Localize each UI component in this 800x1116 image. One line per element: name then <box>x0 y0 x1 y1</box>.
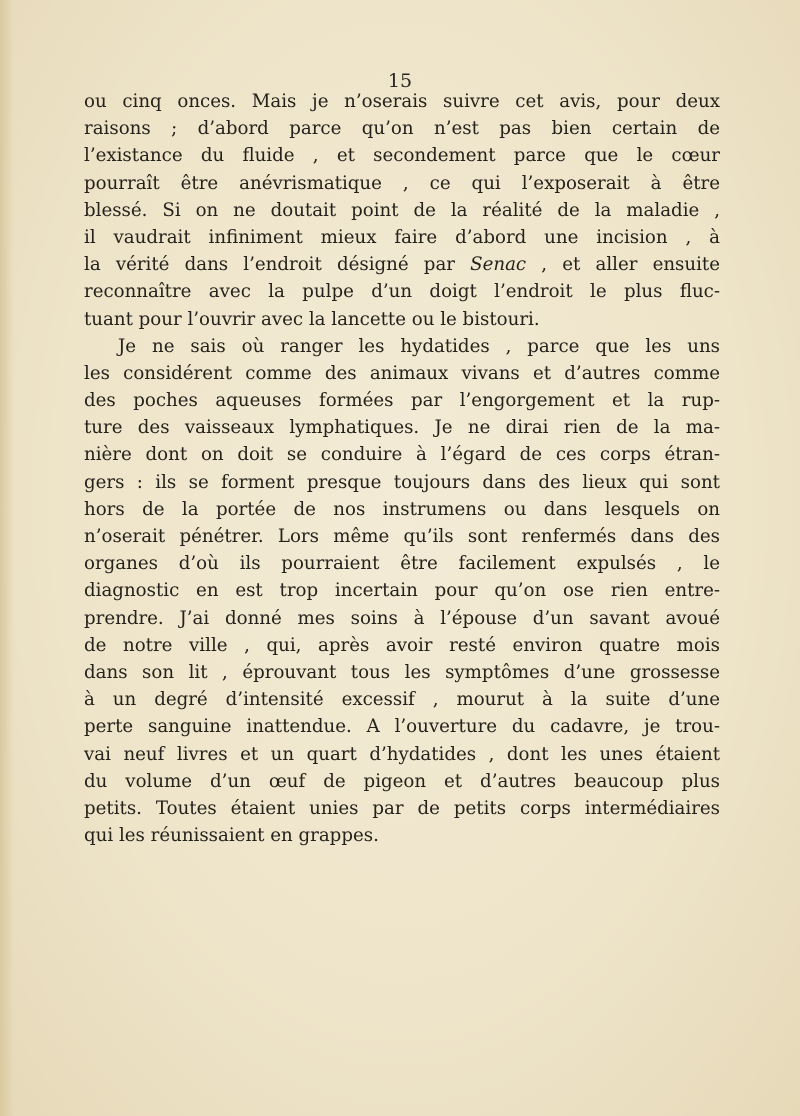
text-line: prendre. J’ai donné mes soins à l’épouse d’un savant avoué <box>84 607 720 629</box>
text-line: diagnostic en est trop incertain pour qu’on ose rien entre- <box>84 580 720 602</box>
text-line: n’oserait pénétrer. Lors même qu’ils sont renfermés dans des <box>84 526 720 547</box>
text-line: Je ne sais où ranger les hydatides , parce que les uns <box>118 335 720 357</box>
paragraph-1 <box>84 88 720 333</box>
text-line: raisons ; d’abord parce qu’on n’est pas bien certain de <box>84 118 720 140</box>
text-line: gers : ils se forment presque toujours dans des lieux qui sont <box>84 471 720 493</box>
text-line: vai neuf livres et un quart d’hydatides , dont les unes étaient <box>84 743 720 765</box>
text-line: ture des vaisseaux lymphatiques. Je ne dirai rien de la ma- <box>84 417 720 439</box>
text-line: organes d’où ils pourraient être facilement expulsés , le <box>84 553 720 575</box>
text-line: reconnaître avec la pulpe d’un doigt l’endroit le plus fluc- <box>84 281 720 303</box>
page-number: 15 <box>387 70 413 92</box>
body-text <box>84 88 720 849</box>
text-line: de notre ville , qui, après avoir resté environ quatre mois <box>84 634 720 656</box>
paragraph-2 <box>84 333 720 850</box>
text-line: dans son lit , éprouvant tous les symptômes d’une grossesse <box>84 661 720 683</box>
text-line: tuant pour l’ouvrir avec la lancette ou le bistouri. <box>84 308 540 330</box>
text-line: l’existance du fluide , et secondement parce que le cœur <box>84 145 720 167</box>
text-line: hors de la portée de nos instrumens ou dans lesquels on <box>84 498 720 520</box>
text-line: il vaudrait infiniment mieux faire d’abord une incision , à <box>84 226 720 248</box>
text-line: qui les réunissaient en grappes. <box>84 825 379 847</box>
text-line: blessé. Si on ne doutait point de la réalité de la maladie , <box>84 199 720 221</box>
text-line: à un degré d’intensité excessif , mourut à la suite d’une <box>84 689 720 711</box>
text-line: du volume d’un œuf de pigeon et d’autres beaucoup plus <box>84 770 720 792</box>
text-line: les considérent comme des animaux vivans et d’autres comme <box>84 362 720 384</box>
text-line: pourraît être anévrismatique , ce qui l’exposerait à être <box>84 172 720 194</box>
italic-name: Senac <box>470 254 527 276</box>
page-edge-shadow <box>0 0 14 1116</box>
text-line: ou cinq onces. Mais je n’oserais suivre cet avis, pour deux <box>84 91 720 112</box>
text-line: perte sanguine inattendue. A l’ouverture du cadavre, je trou- <box>84 716 720 738</box>
text-line: petits. Toutes étaient unies par de petits corps intermédiaires <box>84 797 720 819</box>
text-line: des poches aqueuses formées par l’engorgement et la rup- <box>84 390 720 412</box>
text-line-with-italic-name: la vérité dans l’endroit désigné par Senac , et aller ensuite <box>84 254 720 276</box>
text-line: nière dont on doit se conduire à l’égard de ces corps étran- <box>84 444 720 466</box>
